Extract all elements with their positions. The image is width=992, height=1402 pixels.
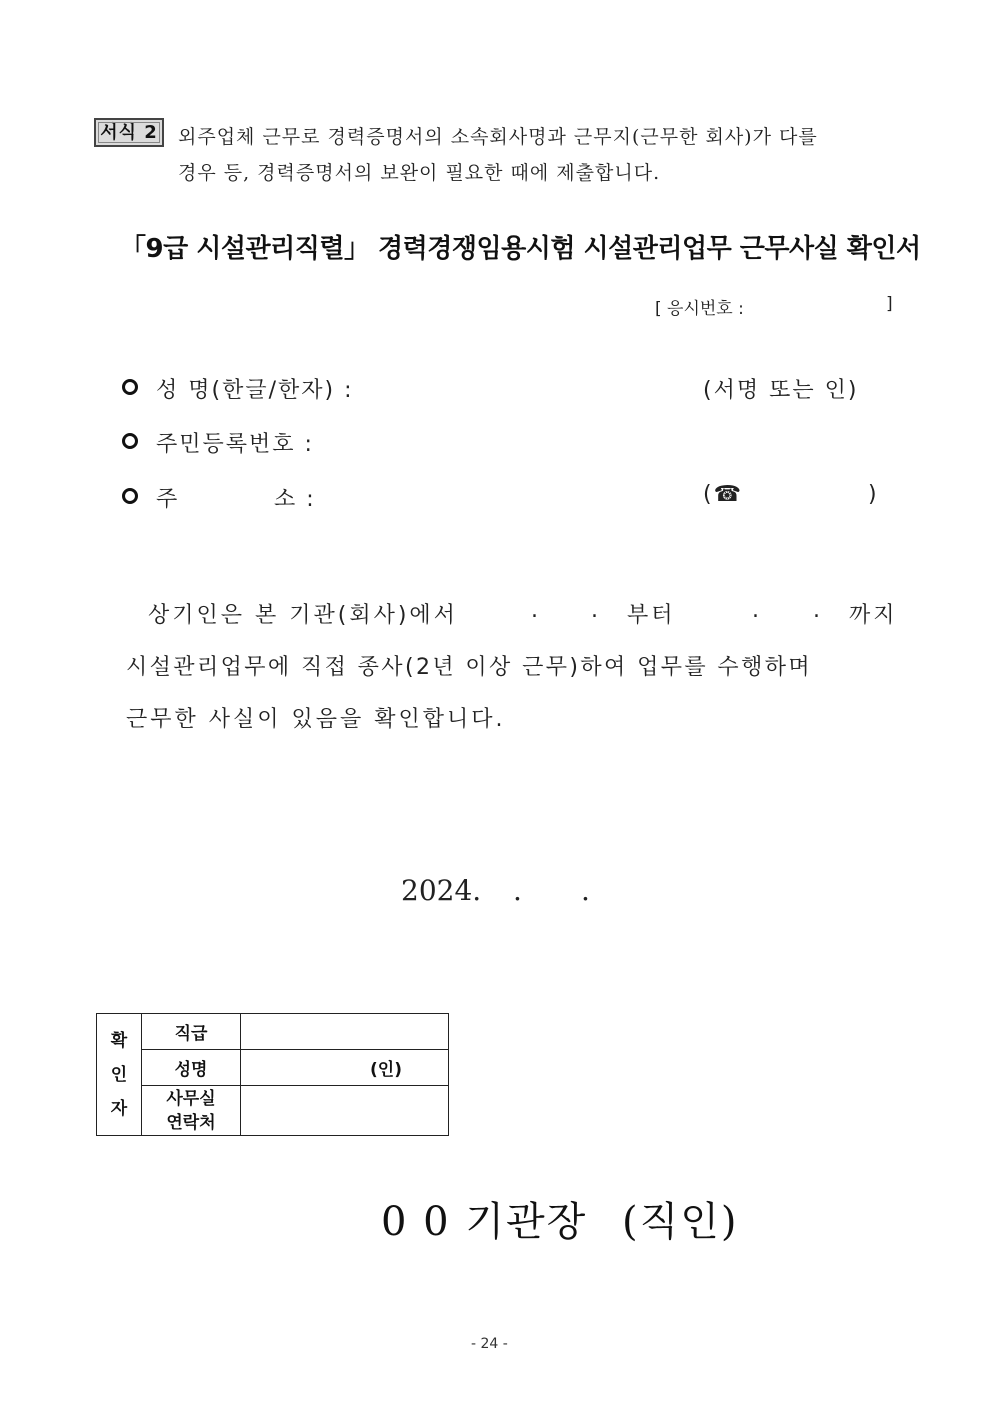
date-dot: . [513,874,522,907]
body-to: 까지 [849,603,898,628]
seal-mark: (인) [370,1060,402,1080]
side-label-char: 자 [110,1098,128,1119]
office-contact-label [142,1086,241,1136]
position-value-cell[interactable] [241,1014,449,1050]
body-dot: . [531,598,541,623]
page-number: - 24 - [471,1336,508,1352]
date-dot: . [581,874,590,907]
phone-open: (☎ [703,482,743,507]
issuer-name: 0 0 기관장 [381,1199,588,1245]
document-title: 「9급 시설관리직렬」 경력경쟁임용시험 시설관리업무 근무사실 확인서 [120,234,921,264]
date-year: 2024. [401,874,482,907]
phone-close: ) [868,482,879,507]
name-label: 성명 [142,1050,241,1086]
exam-number-label: [ 응시번호 : [655,299,744,319]
side-label-char: 인 [110,1064,128,1085]
signature-note: (서명 또는 인) [703,378,859,403]
name-field-label: 성 명(한글/한자) : [156,378,354,403]
office-contact-value-cell[interactable] [241,1086,449,1136]
body-line-3: 근무한 사실이 있음을 확인합니다. [126,707,506,732]
address-label-part2: 소 : [274,487,316,512]
confirmer-table [96,1013,449,1136]
bullet-icon [122,488,138,504]
body-line-2: 시설관리업무에 직접 종사(2년 이상 근무)하여 업무를 수행하며 [126,655,813,680]
name-value-cell[interactable] [241,1050,449,1086]
rrn-field-label: 주민등록번호 : [156,432,314,457]
confirmer-side-label [97,1014,142,1136]
body-from: 부터 [627,603,676,628]
position-label: 직급 [142,1014,241,1050]
office-label: 사무실 [166,1088,216,1109]
body-dot: . [813,598,823,623]
body-dot: . [591,598,601,623]
note-line-2: 경우 등, 경력증명서의 보완이 필요한 때에 제출합니다. [178,162,661,184]
bullet-icon [122,379,138,395]
body-line-1-start: 상기인은 본 기관(회사)에서 [148,603,458,628]
issuer-seal: (직인) [622,1199,739,1245]
note-line-1: 외주업체 근무로 경력증명서의 소속회사명과 근무지(근무한 회사)가 다를 [178,126,818,148]
body-dot: . [752,598,762,623]
exam-number-close: ] [886,294,893,314]
form-number-tag: 서식 2 [94,118,164,147]
bullet-icon [122,433,138,449]
contact-label: 연락처 [166,1112,216,1133]
side-label-char: 확 [110,1030,128,1051]
address-label-part1: 주 [156,487,180,512]
